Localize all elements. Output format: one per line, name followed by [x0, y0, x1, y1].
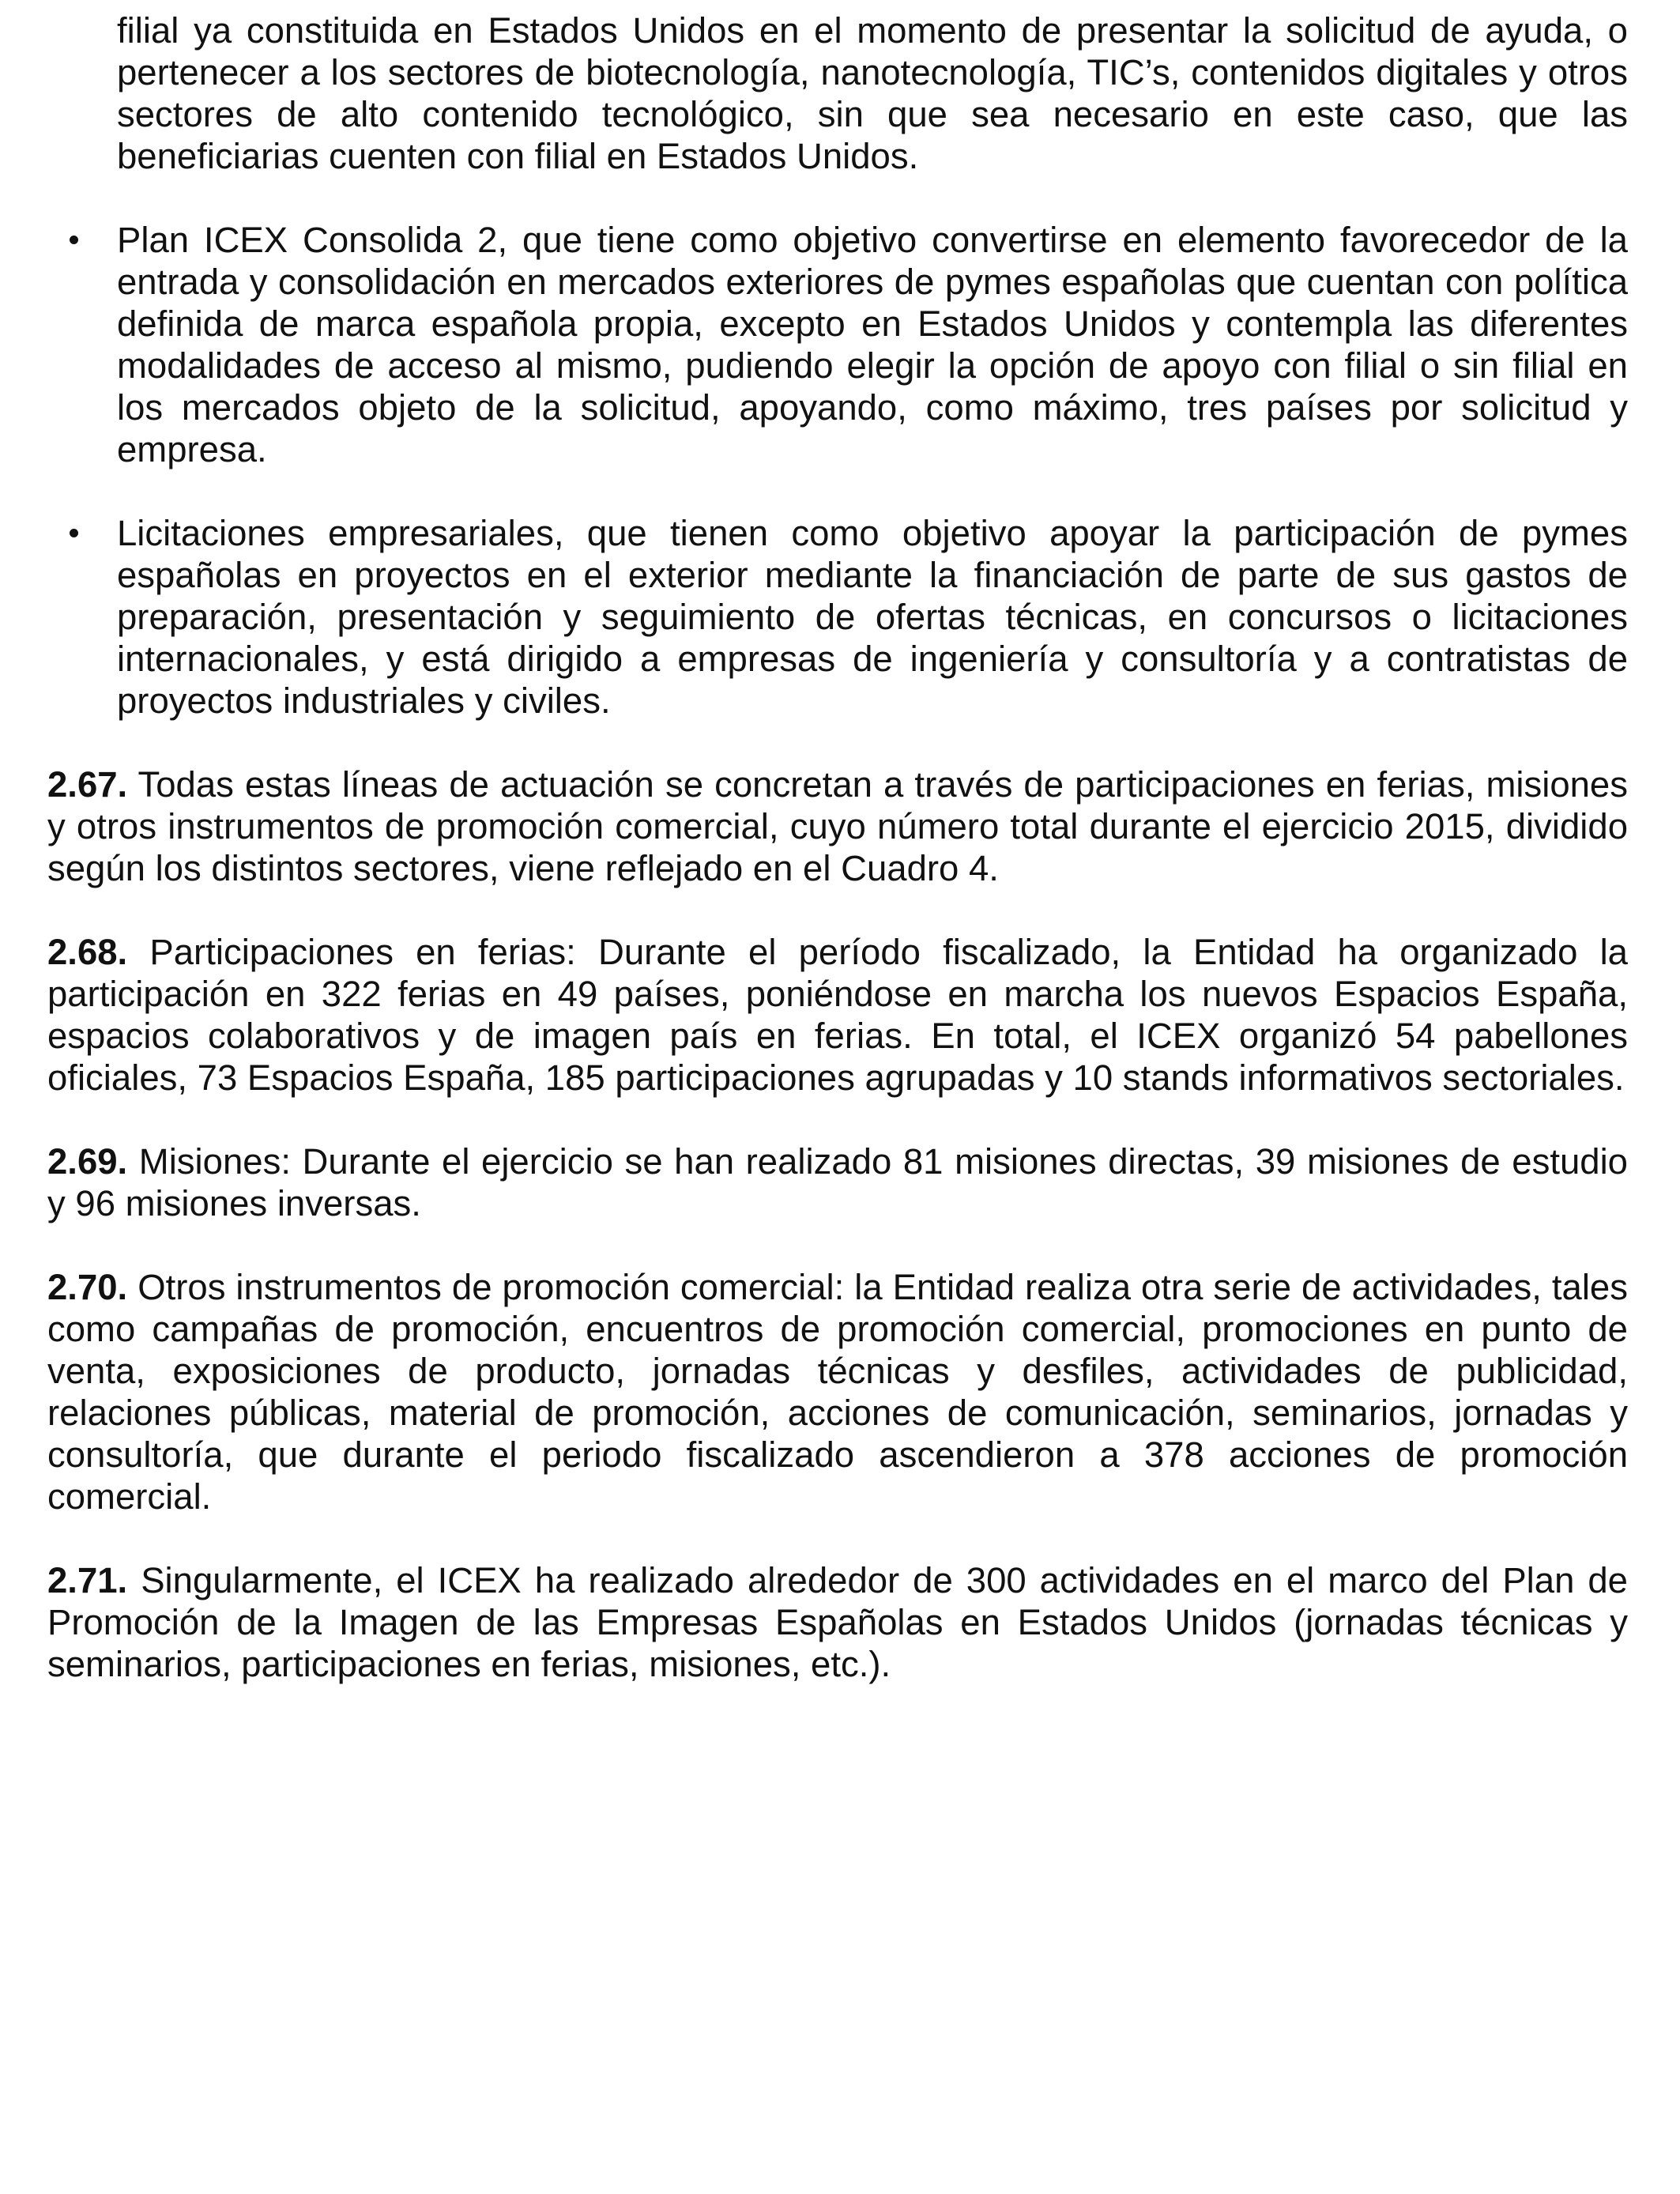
paragraph-2-68	[47, 931, 1628, 1099]
paragraph-2-67	[47, 763, 1628, 889]
paragraph-text: Singularmente, el ICEX ha realizado alrededor de 300 actividades en el marco del Plan de Promoción de la Imagen de las Empresas Españolas en Estados Unidos (jornadas técnicas y seminarios, participaciones en ferias, misiones, etc.).	[47, 1560, 1628, 1684]
paragraph-number: 2.71.	[47, 1560, 128, 1600]
continuation-paragraph: filial ya constituida en Estados Unidos en el momento de presentar la solicitud de ayuda, o pertenecer a los sectores de biotecnología, nanotecnología, TIC’s, contenidos digitales y otros sectores de alto contenido tecnológico, sin que sea necesario en este caso, que las beneficiarias cuenten con filial en Estados Unidos.	[117, 10, 1628, 176]
paragraph-text: Misiones: Durante el ejercicio se han realizado 81 misiones directas, 39 misiones de estudio y 96 misiones inversas.	[47, 1141, 1628, 1223]
paragraph-2-71	[47, 1559, 1628, 1685]
bullet-text: Licitaciones empresariales, que tienen como objetivo apoyar la participación de pymes españolas en proyectos en el exterior mediante la financiación de parte de sus gastos de preparación, presentación y seguimiento de ofertas técnicas, en concursos o licitaciones internacionales, y está dirigido a empresas de ingeniería y consultoría y a contratistas de proyectos industriales y civiles.	[117, 513, 1628, 721]
paragraph-text: Participaciones en ferias: Durante el período fiscalizado, la Entidad ha organizado la participación en 322 ferias en 49 países, poniéndose en marcha los nuevos Espacios España, espacios colaborativos y de imagen país en ferias. En total, el ICEX organizó 54 pabellones oficiales, 73 Espacios España, 185 participaciones agrupadas y 10 stands informativos sectoriales.	[47, 932, 1628, 1098]
paragraph-2-70	[47, 1266, 1628, 1517]
paragraph-number: 2.69.	[47, 1141, 128, 1182]
paragraph-text: Otros instrumentos de promoción comercial: la Entidad realiza otra serie de actividades, tales como campañas de promoción, encuentros de promoción comercial, promociones en punto de venta, exposiciones de producto, jornadas técnicas y desfiles, actividades de publicidad, relaciones públicas, material de promoción, acciones de comunicación, seminarios, jornadas y consultoría, que durante el periodo fiscalizado ascendieron a 378 acciones de promoción comercial.	[47, 1267, 1628, 1517]
paragraph-2-69	[47, 1140, 1628, 1224]
paragraph-text: Todas estas líneas de actuación se concretan a través de participaciones en ferias, misiones y otros instrumentos de promoción comercial, cuyo número total durante el ejercicio 2015, dividido según los distintos sectores, viene reflejado en el Cuadro 4.	[47, 764, 1628, 888]
document-body	[47, 9, 1628, 1685]
bullet-text: Plan ICEX Consolida 2, que tiene como objetivo convertirse en elemento favorecedor de la entrada y consolidación en mercados exteriores de pymes españolas que cuentan con política definida de marca española propia, excepto en Estados Unidos y contempla las diferentes modalidades de acceso al mismo, pudiendo elegir la opción de apoyo con filial o sin filial en los mercados objeto de la solicitud, apoyando, como máximo, tres países por solicitud y empresa.	[117, 220, 1628, 469]
paragraph-number: 2.67.	[47, 764, 128, 805]
bullet-item-consolida	[117, 219, 1628, 470]
paragraph-number: 2.68.	[47, 932, 128, 972]
paragraph-number: 2.70.	[47, 1267, 128, 1307]
bullet-item-licitaciones	[117, 512, 1628, 722]
bullet-icon	[70, 529, 78, 537]
bullet-icon	[70, 236, 78, 244]
